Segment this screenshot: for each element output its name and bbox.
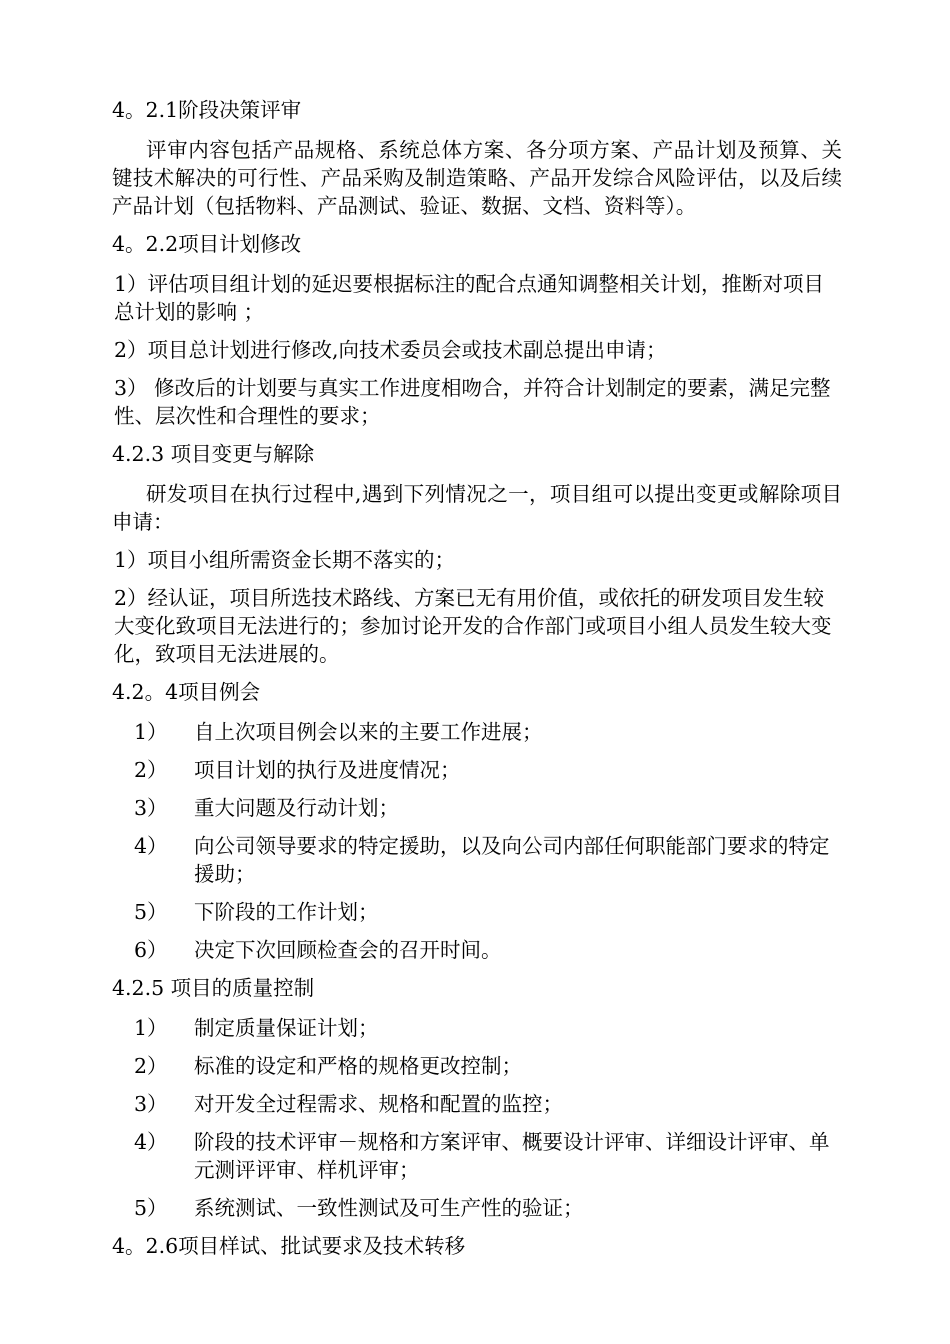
section-heading-4-2-4: 4.2。4项目例会 (112, 680, 261, 704)
list-item (112, 898, 842, 926)
list-item (112, 1128, 842, 1184)
list-item-text: 下阶段的工作计划； (194, 900, 379, 924)
list-item-number: 1） (134, 720, 168, 744)
section-heading-4-2-5: 4.2.5 项目的质量控制 (112, 976, 315, 1000)
list-item (112, 1194, 842, 1222)
list-item: 2）项目总计划进行修改,向技术委员会或技术副总提出申请； (114, 338, 667, 362)
document-page (112, 96, 842, 1272)
list-item: 3） 修改后的计划要与真实工作进度相吻合，并符合计划制定的要素，满足完整性、层次性和合理性的要求； (114, 376, 831, 428)
list-item: 2）经认证，项目所选技术路线、方案已无有用价值，或依托的研发项目发生较大变化致项目无法进行的；参加讨论开发的合作部门或项目小组人员发生较大变化，致项目无法进展的。 (114, 586, 832, 666)
section-heading-4-2-2: 4。2.2项目计划修改 (112, 232, 302, 256)
list-item-number: 1） (134, 1016, 168, 1040)
list-item-text: 标准的设定和严格的规格更改控制； (194, 1054, 522, 1078)
list-item-number: 5） (134, 1196, 168, 1220)
meeting-agenda-list (112, 718, 842, 964)
quality-control-list (112, 1014, 842, 1222)
list-item-number: 4） (134, 1130, 168, 1154)
list-item (112, 794, 842, 822)
section-paragraph: 研发项目在执行过程中,遇到下列情况之一，项目组可以提出变更或解除项目申请： (112, 482, 842, 534)
list-item (112, 832, 842, 888)
section-heading-4-2-1: 4。2.1阶段决策评审 (112, 98, 302, 122)
list-item (112, 1052, 842, 1080)
list-item-text: 重大问题及行动计划； (194, 796, 399, 820)
list-item-text: 阶段的技术评审－规格和方案评审、概要设计评审、详细设计评审、单元测评评审、样机评审； (194, 1130, 830, 1182)
list-item-text: 制定质量保证计划； (194, 1016, 379, 1040)
list-item-number: 2） (134, 1054, 168, 1078)
list-item-number: 3） (134, 796, 168, 820)
list-item (112, 936, 842, 964)
list-item-number: 5） (134, 900, 168, 924)
list-item-text: 自上次项目例会以来的主要工作进展； (194, 720, 543, 744)
list-item-number: 2） (134, 758, 168, 782)
list-item-number: 6） (134, 938, 168, 962)
list-item-text: 对开发全过程需求、规格和配置的监控； (194, 1092, 563, 1116)
list-item (112, 718, 842, 746)
list-item: 1）评估项目组计划的延迟要根据标注的配合点通知调整相关计划，推断对项目总计划的影响 ； (114, 272, 825, 324)
section-heading-4-2-3: 4.2.3 项目变更与解除 (112, 442, 315, 466)
list-item (112, 756, 842, 784)
section-heading-4-2-6: 4。2.6项目样试、批试要求及技术转移 (112, 1234, 466, 1258)
list-item (112, 1090, 842, 1118)
list-item-number: 3） (134, 1092, 168, 1116)
section-paragraph: 评审内容包括产品规格、系统总体方案、各分项方案、产品计划及预算、关键技术解决的可行性、产品采购及制造策略、产品开发综合风险评估，以及后续产品计划（包括物料、产品测试、验证、数据、文档、资料等）。 (112, 138, 842, 218)
list-item-text: 向公司领导要求的特定援助，以及向公司内部任何职能部门要求的特定援助； (194, 834, 830, 886)
list-item-number: 4） (134, 834, 168, 858)
list-item: 1）项目小组所需资金长期不落实的； (114, 548, 456, 572)
list-item-text: 系统测试、一致性测试及可生产性的验证； (194, 1196, 584, 1220)
list-item-text: 项目计划的执行及进度情况； (194, 758, 461, 782)
list-item-text: 决定下次回顾检查会的召开时间。 (194, 938, 502, 962)
list-item (112, 1014, 842, 1042)
